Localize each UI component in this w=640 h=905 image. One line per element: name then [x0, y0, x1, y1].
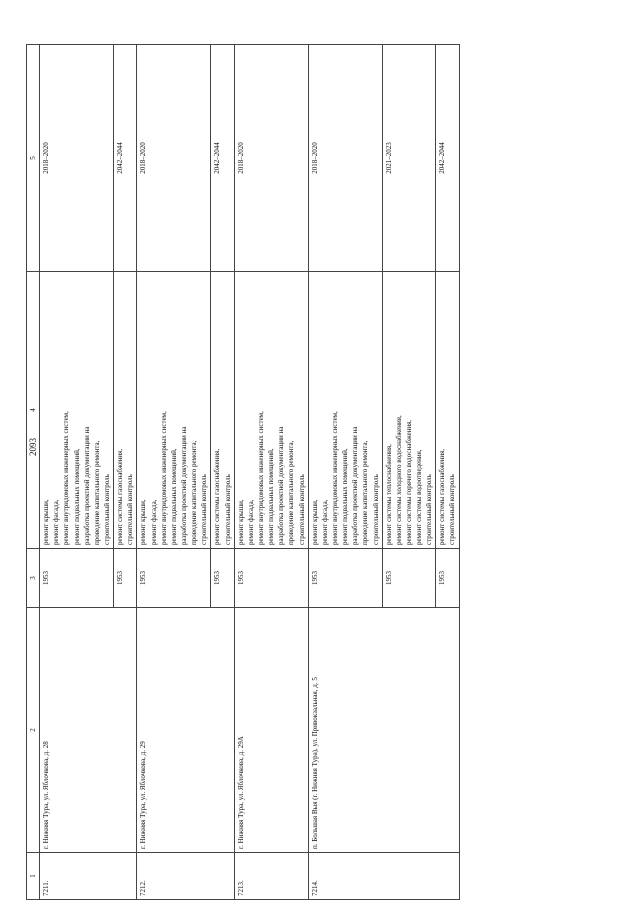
- page-number: 2093: [28, 438, 38, 456]
- address-cell: г. Нижняя Тура, ул. Яблочкова, д. 29А: [234, 608, 308, 853]
- column-header: 3: [27, 549, 40, 608]
- period-cell: 2018–2020: [137, 45, 211, 272]
- work-item: ремонт внутридомовых инженерных систем,: [330, 411, 339, 545]
- work-item: разработка проектной документации на: [351, 426, 360, 545]
- address-cell: г. Нижняя Тура, ул. Яблочкова, д. 29: [137, 608, 234, 853]
- work-item: ремонт крыши,: [139, 499, 148, 545]
- work-item: строительный контроль: [223, 474, 232, 545]
- work-item: ремонт крыши,: [236, 499, 245, 545]
- works-cell: [308, 272, 382, 549]
- period-cell: 2018–2020: [308, 45, 382, 272]
- row-number: 7213.: [234, 853, 308, 900]
- work-item: ремонт подвальных помещений,: [169, 448, 178, 545]
- work-item: ремонт системы водоотведения,: [415, 449, 424, 545]
- row-number: 7211.: [40, 853, 137, 900]
- work-item: строительный контроль: [297, 474, 306, 545]
- works-cell: [382, 272, 436, 549]
- build-year-cell: 1953: [114, 549, 137, 608]
- work-item: строительный контроль: [126, 474, 135, 545]
- work-item: ремонт фасада,: [246, 499, 255, 545]
- work-item: ремонт системы газоснабжения,: [438, 448, 447, 545]
- period-cell: 2018–2020: [40, 45, 114, 272]
- work-item: ремонт крыши,: [310, 499, 319, 545]
- work-item: строительный контроль: [200, 474, 209, 545]
- column-header: 2: [27, 608, 40, 853]
- work-item: строительный контроль: [425, 474, 434, 545]
- work-item: ремонт системы холодного водоснабжения,: [394, 415, 403, 545]
- work-item: проведение капитального ремонта,: [287, 440, 296, 545]
- period-cell: 2021–2023: [382, 45, 436, 272]
- work-item: разработка проектной документации на: [82, 426, 91, 545]
- work-item: строительный контроль: [448, 474, 457, 545]
- build-year-cell: 1953: [211, 549, 234, 608]
- table-row: [308, 45, 382, 900]
- table-body: [40, 45, 459, 900]
- table-row: [40, 45, 114, 900]
- works-cell: [137, 272, 211, 549]
- work-item: ремонт внутридомовых инженерных систем,: [62, 411, 71, 545]
- period-cell: 2042–2044: [211, 45, 234, 272]
- document-sheet: [26, 80, 526, 900]
- work-item: ремонт системы теплоснабжения,: [384, 444, 393, 545]
- work-item: ремонт внутридомовых инженерных систем,: [256, 411, 265, 545]
- work-item: ремонт внутридомовых инженерных систем,: [159, 411, 168, 545]
- work-item: разработка проектной документации на: [179, 426, 188, 545]
- row-number: 7214.: [308, 853, 459, 900]
- column-header: 4: [27, 272, 40, 549]
- works-cell: [40, 272, 114, 549]
- work-item: ремонт системы газоснабжения,: [116, 448, 125, 545]
- build-year-cell: 1953: [137, 549, 211, 608]
- build-year-cell: 1953: [382, 549, 436, 608]
- period-cell: 2042–2044: [436, 45, 459, 272]
- address-cell: г. Нижняя Тура, ул. Яблочкова, д. 28: [40, 608, 137, 853]
- period-cell: 2042–2044: [114, 45, 137, 272]
- works-cell: [114, 272, 137, 549]
- repair-schedule-table: [26, 44, 460, 900]
- work-item: строительный контроль: [371, 474, 380, 545]
- build-year-cell: 1953: [40, 549, 114, 608]
- table-row: [137, 45, 211, 900]
- table-header-row: [27, 45, 40, 900]
- work-item: ремонт фасада,: [52, 499, 61, 545]
- column-header: 5: [27, 45, 40, 272]
- period-cell: 2018–2020: [234, 45, 308, 272]
- work-item: проведение капитального ремонта,: [361, 440, 370, 545]
- column-header: 1: [27, 853, 40, 900]
- work-item: проведение капитального ремонта,: [92, 440, 101, 545]
- work-item: строительный контроль: [102, 474, 111, 545]
- work-item: ремонт подвальных помещений,: [72, 448, 81, 545]
- build-year-cell: 1953: [436, 549, 459, 608]
- work-item: проведение капитального ремонта,: [190, 440, 199, 545]
- work-item: ремонт подвальных помещений,: [341, 448, 350, 545]
- works-cell: [234, 272, 308, 549]
- works-cell: [436, 272, 459, 549]
- work-item: ремонт системы газоснабжения,: [213, 448, 222, 545]
- address-cell: п. Большая Выя (г. Нижняя Тура), ул. Привокзальная, д. 5: [308, 608, 459, 853]
- work-item: ремонт фасада,: [320, 499, 329, 545]
- work-item: разработка проектной документации на: [277, 426, 286, 545]
- work-item: ремонт подвальных помещений,: [267, 448, 276, 545]
- build-year-cell: 1953: [308, 549, 382, 608]
- works-cell: [211, 272, 234, 549]
- work-item: ремонт системы горячего водоснабжения,: [404, 419, 413, 545]
- build-year-cell: 1953: [234, 549, 308, 608]
- table-row: [234, 45, 308, 900]
- work-item: ремонт крыши,: [42, 499, 51, 545]
- row-number: 7212.: [137, 853, 234, 900]
- work-item: ремонт фасада,: [149, 499, 158, 545]
